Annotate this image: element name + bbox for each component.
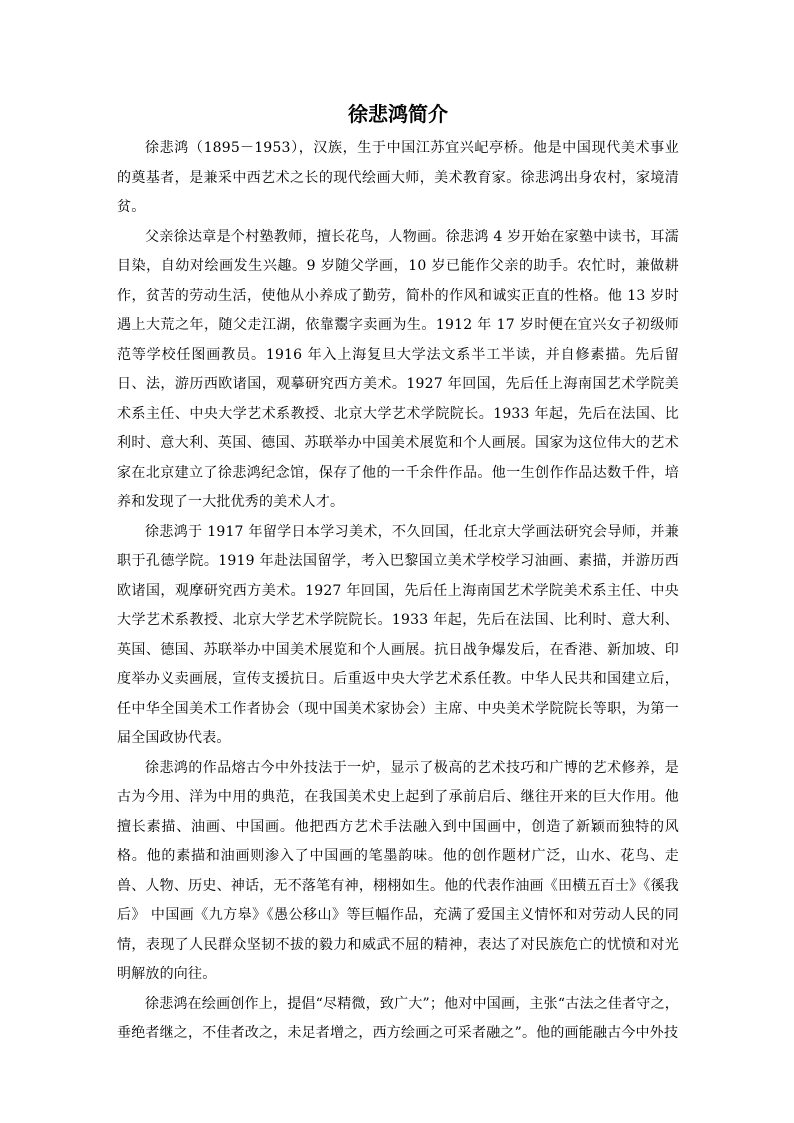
paragraph-intro: 徐悲鸿（1895－1953），汉族，生于中国江苏宜兴屺亭桥。他是中国现代美术事业的奠基者，是兼采中西艺术之长的现代绘画大师，美术教育家。徐悲鸿出身农村，家境清贫。: [117, 140, 679, 215]
document-title: 徐悲鸿简介: [348, 102, 448, 126]
document-page: [117, 100, 679, 1049]
paragraph-early-life: 父亲徐达章是个村塾教师，擅长花鸟，人物画。徐悲鸿 4 岁开始在家塾中读书，耳濡目染，自幼对绘画发生兴趣。9 岁随父学画，10 岁已能作父亲的助手。农忙时，兼做耕作，贫苦的劳动生活，使他从小养成了勤劳，简朴的作风和诚实正直的性格。他 13 岁时遇上大荒之年，随父走江湖，依靠鬻字卖画为生。1912 年 17 岁时便在宜兴女子初级师范等学校任图画教员。1916 年入上海复旦大学法文系半工半读，并自修素描。先后留日、法，游历西欧诸国，观摹研究西方美术。1927 年回国，先后任上海南国艺术学院美术系主任、中央大学艺术系教授、北京大学艺术学院院长。1933 年起，先后在法国、比利时、意大利、英国、德国、苏联举办中国美术展览和个人画展。国家为这位伟大的艺术家在北京建立了徐悲鸿纪念馆，保存了他的一千余件作品。他一生创作作品达数千件，培养和发现了一大批优秀的美术人才。: [117, 228, 679, 510]
paragraph-painting-theory: 徐悲鸿在绘画创作上，提倡“尽精微，致广大”；他对中国画，主张“古法之佳者守之，垂绝者继之，不佳者改之，未足者增之，西方绘画之可采者融之”。他的画能融古今中外技: [117, 995, 679, 1041]
paragraph-career: 徐悲鸿于 1917 年留学日本学习美术，不久回国，任北京大学画法研究会导师，并兼职于孔德学院。1919 年赴法国留学，考入巴黎国立美术学校学习油画、素描，并游历西欧诸国，观摩研究西方美术。1927 年回国，先后任上海南国艺术学院美术系主任、中央大学艺术系教授、北京大学艺术学院院长。1933 年起，先后在法国、比利时、意大利、英国、德国、苏联举办中国美术展览和个人画展。抗日战争爆发后，在香港、新加坡、印度举办义卖画展，宣传支援抗日。后重返中央大学艺术系任教。中华人民共和国建立后，任中华全国美术工作者协会（现中国美术家协会）主席、中央美术学院院长等职，为第一届全国政协代表。: [117, 523, 679, 746]
paragraph-artistic-style: 徐悲鸿的作品熔古今中外技法于一炉，显示了极高的艺术技巧和广博的艺术修养，是古为今用、洋为中用的典范，在我国美术史上起到了承前启后、继往开来的巨大作用。他擅长素描、油画、中国画。他把西方艺术手法融入到中国画中，创造了新颖而独特的风格。他的素描和油画则渗入了中国画的笔墨韵味。他的创作题材广泛，山水、花鸟、走兽、人物、历史、神话，无不落笔有神，栩栩如生。他的代表作油画《田横五百士》《徯我后》 中国画《九方皋》《愚公移山》等巨幅作品，充满了爱国主义情怀和对劳动人民的同情，表现了人民群众坚韧不拔的毅力和威武不屈的精神，表达了对民族危亡的忧愤和对光明解放的向往。: [117, 759, 679, 982]
